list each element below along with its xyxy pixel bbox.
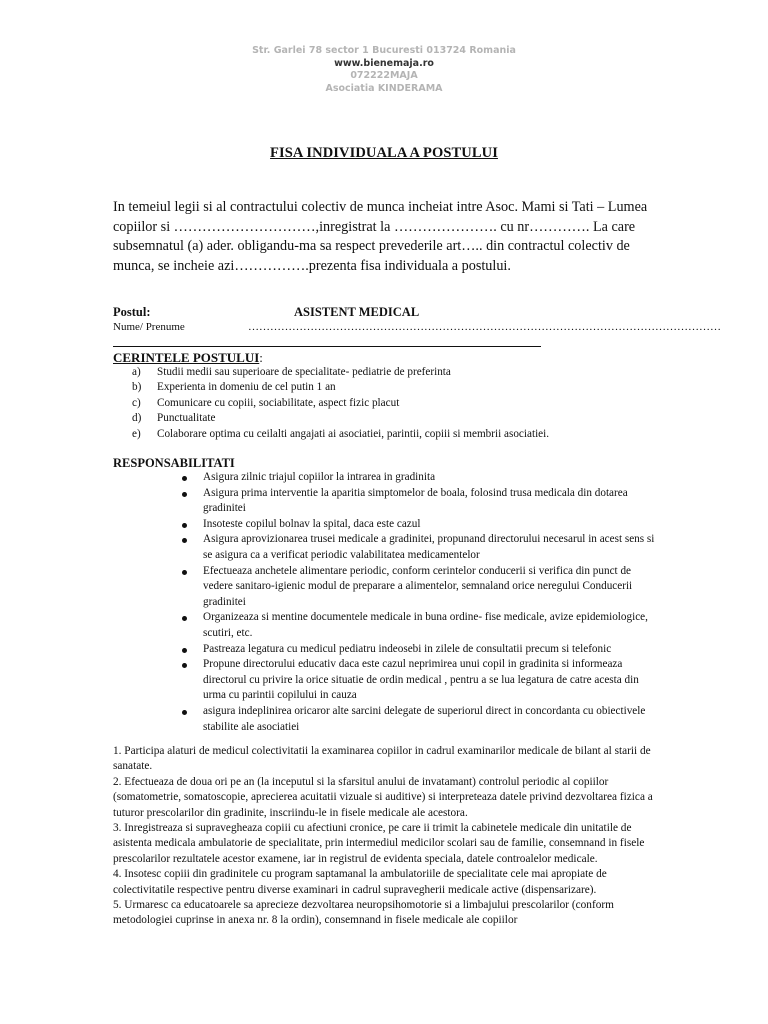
bullet-icon (182, 476, 187, 481)
item-text: Pastreaza legatura cu medicul pediatru indeosebi in zilele de consultatii precum si telefonic (203, 642, 612, 655)
list-item (132, 396, 652, 411)
bullet-icon (182, 570, 187, 575)
bullet-icon (182, 523, 187, 528)
list-item (178, 657, 658, 704)
numbered-paragraph: 4. Insotesc copiii din gradinitele cu program saptamanal la ambulatoriile de specialitate cele mai apropiate de colectivitatile respective pentru diverse examinari in cadrul supravegherii medicale active (dispensarizare). (113, 868, 607, 896)
requirements-list (132, 365, 652, 442)
name-field[interactable]: ………………………………………………………………………………………………………………… (248, 321, 721, 333)
responsibilities-title: RESPONSABILITATI (113, 456, 235, 470)
item-marker: a) (132, 366, 141, 378)
website-link[interactable]: www.bienemaja.ro (334, 57, 434, 69)
item-text: Colaborare optima cu ceilalti angajati ai asociatiei, parintii, copiii si membrii asociatiei. (157, 427, 550, 440)
bullet-icon (182, 616, 187, 621)
responsibilities-list (178, 470, 658, 735)
item-text: Insoteste copilul bolnav la spital, daca este cazul (203, 517, 421, 530)
list-item (178, 486, 658, 517)
numbered-paragraph: 2. Efectueaza de doua ori pe an (la inceputul si la sfarsitul anului de invatamant) controlul periodic al copiilor (somatometrie, somatoscopie, aprecierea acuitatii vizuale si auditive) si interpreteaza datele privind dezvoltarea fizica a tuturor prescolarilor din gradinite, inscriindu-le in fisele medicale ale acestora. (113, 775, 653, 819)
list-item (178, 610, 658, 641)
item-text: Asigura zilnic triajul copiilor la intrarea in gradinita (203, 471, 436, 483)
post-value: ASISTENT MEDICAL (294, 305, 420, 319)
list-item (132, 427, 652, 442)
bullet-icon (182, 663, 187, 668)
association-name: Asociatia KINDERAMA (325, 82, 443, 94)
separator-line (113, 346, 541, 347)
item-text: Organizeaza si mentine documentele medicale in buna ordine- fise medicale, avize epidemiologice, scutiri, etc. (203, 611, 648, 639)
item-text: Efectueaza anchetele alimentare periodic, conform cerintelor conducerii si verifica din punct de vedere sanitaro-igienic modul de preparare a alimentelor, semnaland orice neregului Conducerii gradinitei (203, 564, 633, 608)
item-text: Punctualitate (157, 412, 216, 425)
name-row (113, 321, 721, 333)
numbered-paragraph: 3. Inregistreaza si supravegheaza copiii cu afectiuni cronice, pe care ii trimit la cabinetele medicale din unitatile de asistenta medicala ambulatorie de specialitate, prin intermediul medicilor scolari sau de familie, consemnand in fisele prescolarilor rezultatele acestor examene, iar in registrul de evidenta speciala, datele controalelor medicale. (113, 822, 645, 865)
requirements-title-text: CERINTELE POSTULUI (113, 350, 260, 365)
bullet-icon (182, 648, 187, 653)
item-text: Studii medii sau superioare de specialitate- pediatrie de preferinta (157, 366, 451, 378)
name-label: Nume/ Prenume (113, 321, 185, 333)
list-item (132, 411, 652, 426)
list-item (178, 517, 658, 533)
list-item (178, 704, 658, 735)
requirements-title-colon: : (259, 350, 263, 365)
list-item (178, 532, 658, 563)
numbered-paragraph: 1. Participa alaturi de medicul colectivitatii la examinarea copiilor in cadrul examinarilor medicale de bilant al starii de sanatate. (113, 745, 651, 773)
address: Str. Garlei 78 sector 1 Bucuresti 013724 Romania (252, 45, 516, 56)
list-item (178, 470, 658, 486)
post-row (113, 305, 653, 320)
list-item (178, 564, 658, 611)
intro-text: In temeiul legii si al contractului colectiv de munca incheiat intre Asoc. Mami si Tati – Lumea copiilor si …………………………,inregistrat la …………………. cu nr…………. La care subsemnatul (a) ader. obligandu-ma sa respect prevederile art….. din contractul colectiv de munca, se incheie azi…………….prezenta fisa individuala a postului. (113, 199, 648, 274)
list-item (132, 380, 652, 395)
letterhead (0, 45, 768, 95)
bullet-icon (182, 710, 187, 715)
numbered-paragraphs (113, 744, 658, 929)
item-text: asigura indeplinirea oricaror alte sarcini delegate de superiorul direct in concordanta cu obiectivele stabilite ale asociatiei (203, 704, 646, 733)
bullet-icon (182, 492, 187, 497)
bullet-icon (182, 538, 187, 543)
item-text: Comunicare cu copiii, sociabilitate, aspect fizic placut (157, 396, 400, 409)
list-item (178, 642, 658, 658)
phone: 072222MAJA (350, 70, 418, 81)
item-marker: c) (132, 396, 141, 409)
item-marker: b) (132, 381, 142, 394)
item-text: Propune directorului educativ daca este cazul neprimirea unui copil in gradinita si informeaza directorul cu privire la orice situatie de ordin medical , pentru a se lua legatura de catre acesta din urma cu parintii copilului in cauza (203, 658, 639, 702)
numbered-paragraph: 5. Urmaresc ca educatoarele sa aprecieze dezvoltarea neuropsihomotorie si a limbajului prescolarilor (conform metodologiei cuprinse in anexa nr. 8 la ordin), consemnand in fisele medicale ale copiilor (113, 899, 614, 927)
item-text: Asigura aprovizionarea trusei medicale a gradinitei, propunand directorului necesarul in acest sens si se asigura ca a verificat periodic valabilitatea medicamentelor (203, 533, 655, 561)
item-marker: d) (132, 412, 142, 425)
item-marker: e) (132, 427, 141, 440)
list-item (132, 365, 652, 380)
item-text: Experienta in domeniu de cel putin 1 an (157, 381, 336, 394)
item-text: Asigura prima interventie la aparitia simptomelor de boala, folosind trusa medicala din dotarea gradinitei (203, 486, 628, 515)
document-title: FISA INDIVIDUALA A POSTULUI (270, 145, 498, 161)
intro-paragraph (113, 198, 653, 276)
requirements-title (113, 350, 263, 366)
post-label: Postul: (113, 305, 151, 319)
